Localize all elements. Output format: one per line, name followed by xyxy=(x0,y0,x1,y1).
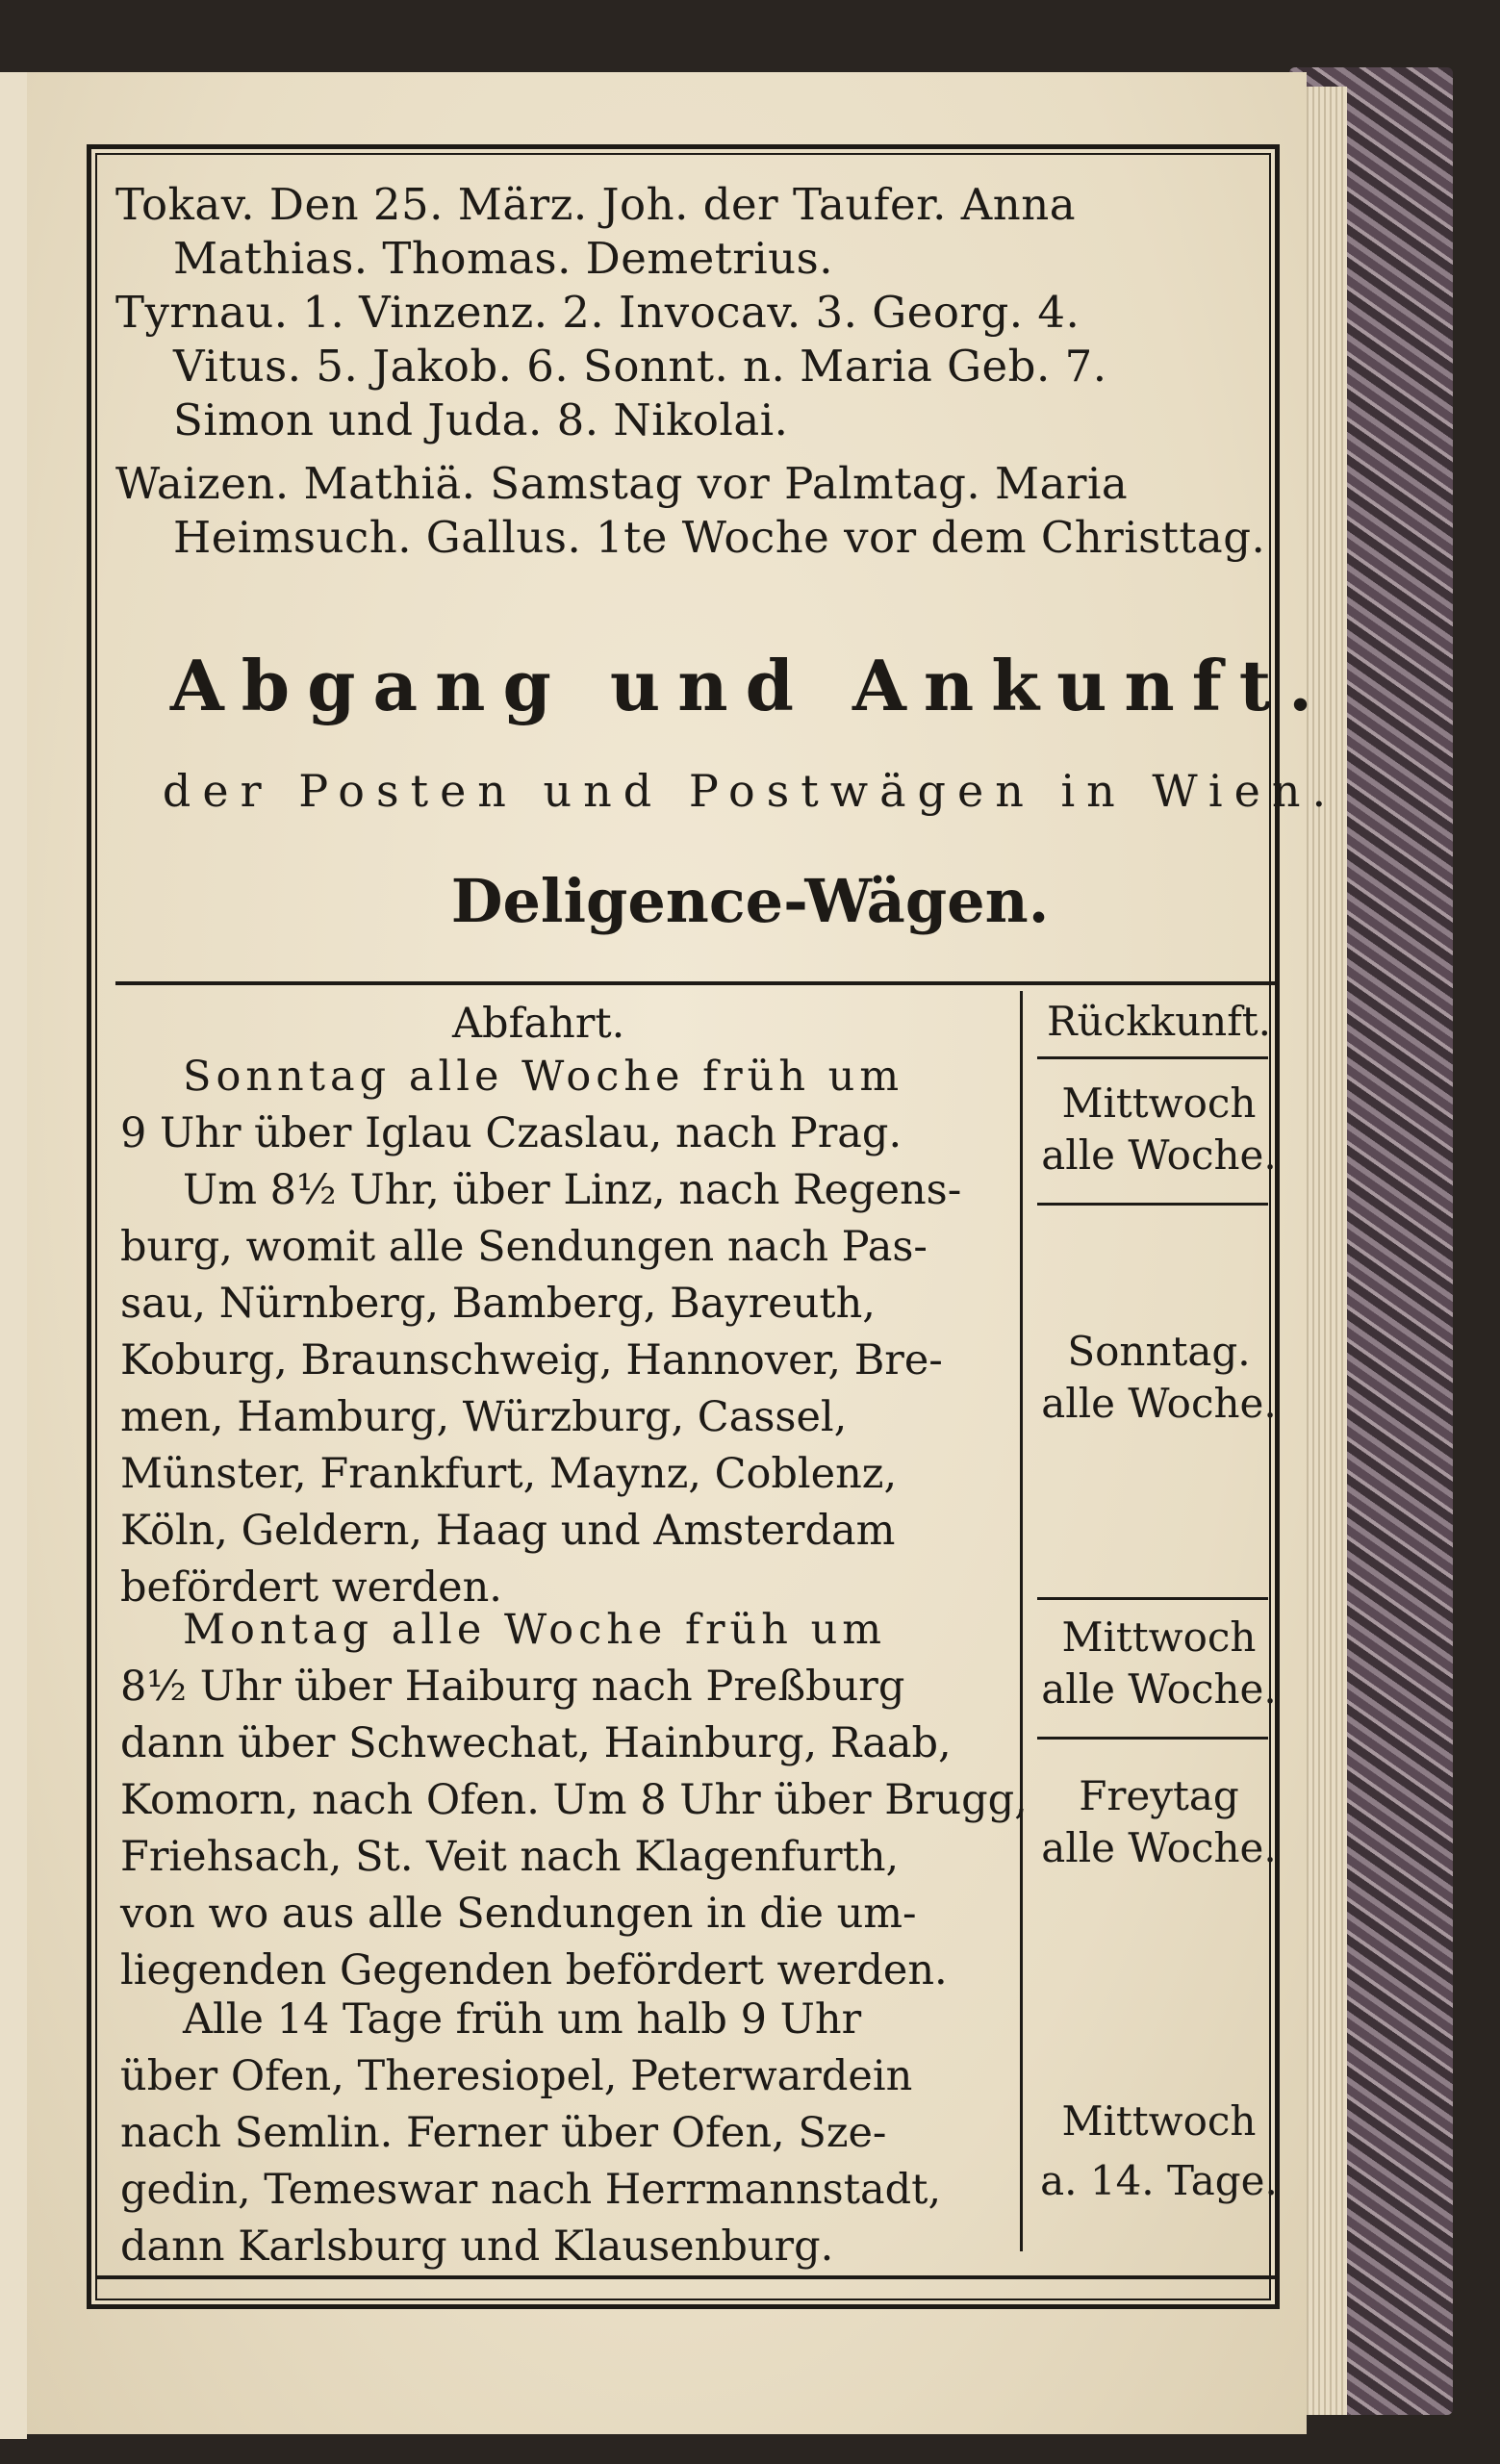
calendar-line-7: Heimsuch. Gallus. 1te Woche vor dem Christtag. xyxy=(173,512,1266,563)
entry1-line-1: Sonntag alle Woche früh um xyxy=(183,1053,904,1101)
entry1-line-10: befördert werden. xyxy=(120,1563,502,1612)
page-title: Abgang und Ankunft. xyxy=(169,645,1331,726)
calendar-line-5: Simon und Juda. 8. Nikolai. xyxy=(173,394,789,445)
entry3-return-1: Mittwoch xyxy=(1061,2097,1257,2145)
entry2-return-3: Freytag xyxy=(1079,1772,1239,1819)
entry1-line-6: Koburg, Braunschweig, Hannover, Bre- xyxy=(120,1336,943,1384)
table-column-divider xyxy=(1020,991,1023,2251)
entry2-return-4: alle Woche. xyxy=(1041,1824,1277,1871)
calendar-line-4: Vitus. 5. Jakob. 6. Sonnt. n. Maria Geb. 7. xyxy=(173,341,1107,392)
entry3-line-2: über Ofen, Theresiopel, Peterwardein xyxy=(120,2052,913,2100)
calendar-line-1: Tokav. Den 25. März. Joh. der Taufer. Anna xyxy=(115,179,1077,230)
return-rule-4 xyxy=(1037,1737,1268,1740)
entry3-return-2: a. 14. Tage. xyxy=(1040,2157,1278,2204)
entry1-line-3: Um 8½ Uhr, über Linz, nach Regens- xyxy=(183,1166,962,1214)
calendar-line-3: Tyrnau. 1. Vinzenz. 2. Invocav. 3. Georg. 4. xyxy=(115,287,1081,338)
table-top-rule xyxy=(115,981,1280,985)
entry2-line-6: von wo aus alle Sendungen in die um- xyxy=(120,1890,917,1938)
return-rule-3 xyxy=(1037,1597,1268,1600)
entry1-line-4: burg, womit alle Sendungen nach Pas- xyxy=(120,1223,928,1271)
entry1-line-9: Köln, Geldern, Haag und Amsterdam xyxy=(120,1507,896,1555)
entry2-line-7: liegenden Gegenden befördert werden. xyxy=(120,1946,948,1994)
return-rule-2 xyxy=(1037,1203,1268,1206)
entry1-line-7: men, Hamburg, Würzburg, Cassel, xyxy=(120,1393,848,1441)
entry3-line-1: Alle 14 Tage früh um halb 9 Uhr xyxy=(183,1995,862,2044)
entry1-return-2: alle Woche. xyxy=(1041,1131,1277,1179)
entry2-line-2: 8½ Uhr über Haiburg nach Preßburg xyxy=(120,1663,905,1711)
calendar-line-2: Mathias. Thomas. Demetrius. xyxy=(173,233,834,284)
entry1-return-4: alle Woche. xyxy=(1041,1380,1277,1427)
facing-page-edge xyxy=(0,72,27,2439)
entry3-line-3: nach Semlin. Ferner über Ofen, Sze- xyxy=(120,2109,887,2157)
header-return: Rückkunft. xyxy=(1047,998,1271,1045)
entry2-line-5: Friehsach, St. Veit nach Klagenfurth, xyxy=(120,1833,900,1881)
entry1-line-8: Münster, Frankfurt, Maynz, Coblenz, xyxy=(120,1450,898,1498)
page-subtitle: der Posten und Postwägen in Wien. xyxy=(162,765,1338,817)
entry1-line-2: 9 Uhr über Iglau Czaslau, nach Prag. xyxy=(120,1109,903,1157)
section-title: Deligence-Wägen. xyxy=(450,866,1050,936)
entry1-return-3: Sonntag. xyxy=(1067,1328,1251,1375)
entry3-line-5: dann Karlsburg und Klausenburg. xyxy=(120,2223,834,2271)
return-rule-1 xyxy=(1037,1056,1268,1059)
entry2-line-3: dann über Schwechat, Hainburg, Raab, xyxy=(120,1719,952,1767)
entry1-return-1: Mittwoch xyxy=(1061,1080,1257,1127)
table-bottom-rule xyxy=(96,2275,1280,2279)
calendar-line-6: Waizen. Mathiä. Samstag vor Palmtag. Maria xyxy=(115,458,1129,509)
entry1-line-5: sau, Nürnberg, Bamberg, Bayreuth, xyxy=(120,1280,876,1328)
entry2-line-1: Montag alle Woche früh um xyxy=(183,1606,887,1654)
header-departure: Abfahrt. xyxy=(452,1000,625,1048)
entry2-line-4: Komorn, nach Ofen. Um 8 Uhr über Brugg, xyxy=(120,1776,1028,1824)
entry2-return-2: alle Woche. xyxy=(1041,1665,1277,1713)
entry3-line-4: gedin, Temeswar nach Herrmannstadt, xyxy=(120,2166,942,2214)
entry2-return-1: Mittwoch xyxy=(1061,1613,1257,1661)
